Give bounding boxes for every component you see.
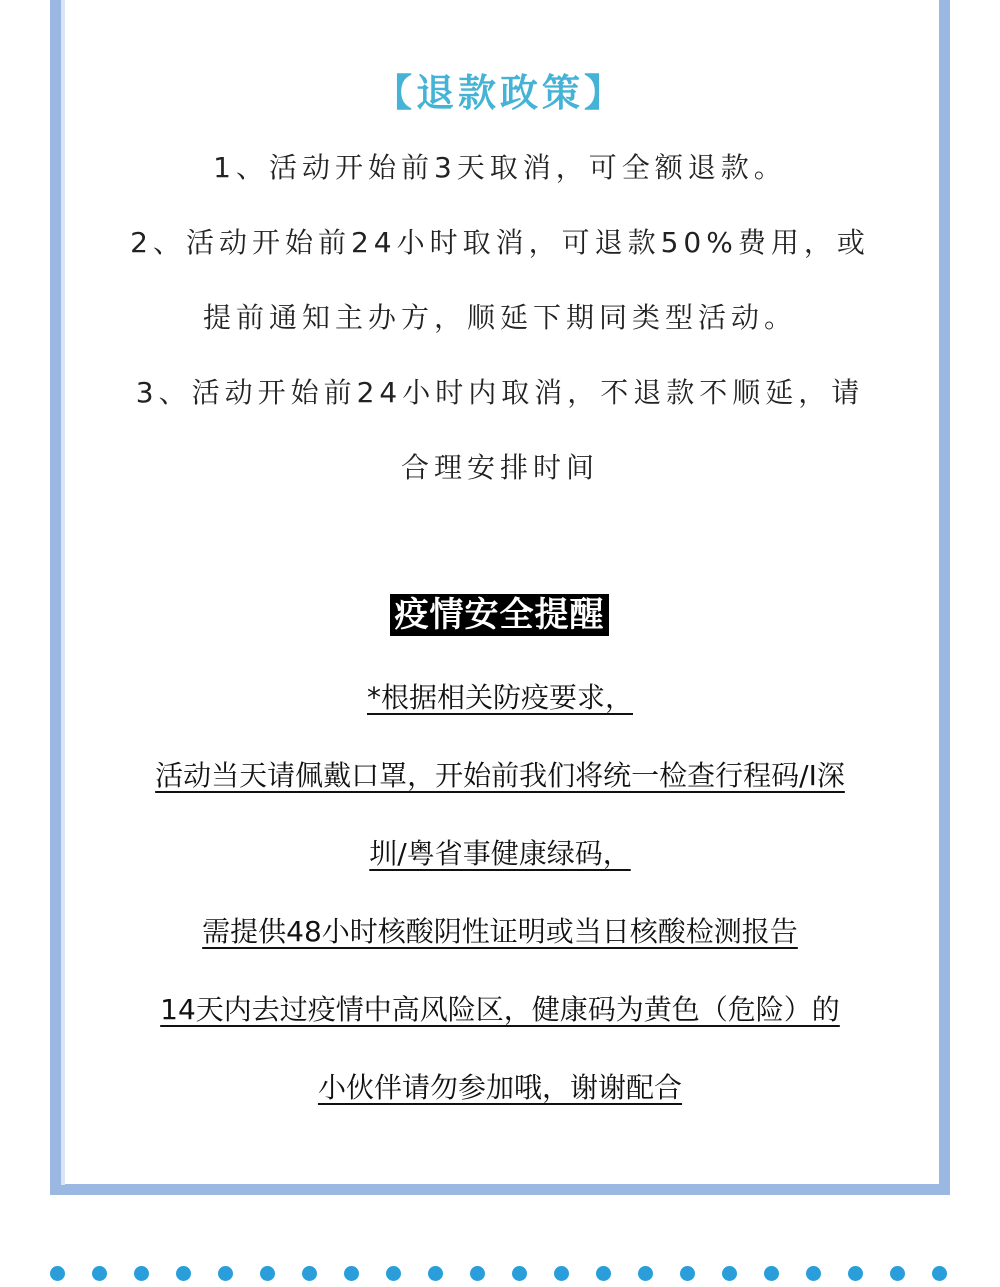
decorative-dot bbox=[302, 1266, 317, 1281]
decorative-dot bbox=[50, 1266, 65, 1281]
decorative-dot bbox=[932, 1266, 947, 1281]
safety-notice-line-6 bbox=[0, 1066, 1000, 1106]
decorative-dot bbox=[470, 1266, 485, 1281]
decorative-dot bbox=[806, 1266, 821, 1281]
safety-notice-line-4-text: 需提供48小时核酸阴性证明或当日核酸检测报告 bbox=[202, 915, 798, 948]
safety-notice-line-1 bbox=[0, 676, 1000, 716]
refund-policy-line-1: 1、活动开始前3天取消，可全额退款。 bbox=[213, 151, 787, 184]
refund-policy-line-2: 2、活动开始前24小时取消，可退款50%费用，或 bbox=[130, 226, 870, 259]
refund-policy-line-3: 提前通知主办方，顺延下期同类型活动。 bbox=[202, 301, 797, 334]
decorative-dot bbox=[260, 1266, 275, 1281]
decorative-dot-row bbox=[50, 1266, 970, 1282]
decorative-dot bbox=[722, 1266, 737, 1281]
decorative-dot bbox=[848, 1266, 863, 1281]
decorative-dot bbox=[386, 1266, 401, 1281]
safety-notice-line-3-text: 圳/粤省事健康绿码， bbox=[369, 837, 631, 870]
safety-notice-title: 疫情安全提醒 bbox=[390, 594, 609, 636]
decorative-dot bbox=[512, 1266, 527, 1281]
safety-notice-line-5 bbox=[0, 988, 1000, 1028]
decorative-dot bbox=[890, 1266, 905, 1281]
decorative-dot bbox=[554, 1266, 569, 1281]
safety-notice-line-6-text: 小伙伴请勿参加哦，谢谢配合 bbox=[317, 1071, 682, 1104]
decorative-dot bbox=[680, 1266, 695, 1281]
decorative-dot bbox=[638, 1266, 653, 1281]
safety-notice-line-4 bbox=[0, 910, 1000, 950]
safety-notice-line-5-text: 14天内去过疫情中高风险区，健康码为黄色（危险）的 bbox=[160, 993, 840, 1026]
decorative-dot bbox=[764, 1266, 779, 1281]
refund-policy-title: 【退款政策】 bbox=[373, 71, 626, 115]
decorative-dot bbox=[344, 1266, 359, 1281]
decorative-dot bbox=[134, 1266, 149, 1281]
refund-policy-line-5: 合理安排时间 bbox=[400, 451, 599, 484]
decorative-dot bbox=[92, 1266, 107, 1281]
safety-notice-line-2-text: 活动当天请佩戴口罩，开始前我们将统一检查行程码/I深 bbox=[155, 759, 845, 792]
safety-notice-line-1-text: *根据相关防疫要求， bbox=[366, 681, 633, 714]
decorative-dot bbox=[596, 1266, 611, 1281]
decorative-dot bbox=[218, 1266, 233, 1281]
refund-policy-line-4: 3、活动开始前24小时内取消，不退款不顺延，请 bbox=[135, 376, 865, 409]
decorative-dot bbox=[176, 1266, 191, 1281]
safety-notice-line-2 bbox=[0, 754, 1000, 794]
decorative-dot bbox=[428, 1266, 443, 1281]
safety-notice-line-3 bbox=[0, 832, 1000, 872]
